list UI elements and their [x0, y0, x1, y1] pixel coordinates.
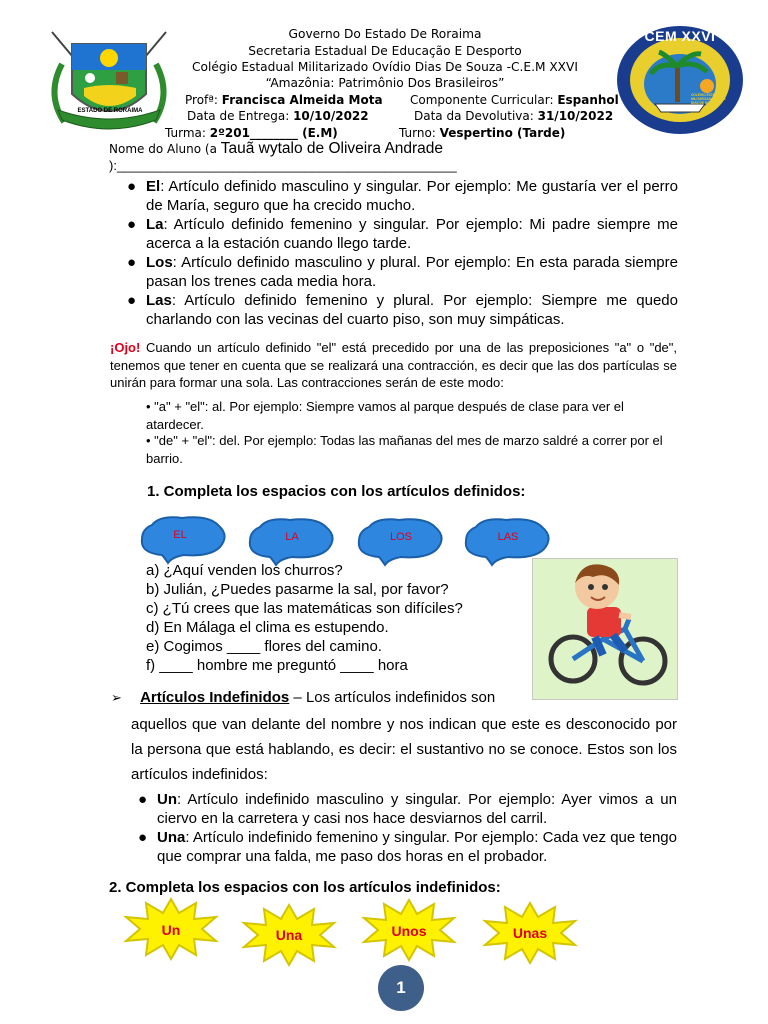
list-item: ● Los: Artículo definido masculino y plural. Por ejemplo: En esta parada siempre pasan los trenes cada media hora.: [127, 254, 678, 290]
class-value: 2º201________ (E.M): [209, 126, 338, 140]
star-una: [240, 903, 338, 967]
shift-value: Vespertino (Tarde): [439, 126, 566, 140]
star-unos: [360, 898, 458, 962]
contraction-del: • "de" + "el": del. Por ejemplo: Todas las mañanas del mes de marzo saldré a correr por el barrio.: [146, 433, 663, 466]
exercise-1-items: [146, 561, 463, 675]
exercise-item: c) ¿Tú crees que las matemáticas son difíciles?: [146, 600, 463, 617]
cloud-los: [355, 517, 447, 567]
list-item: ● Las: Artículo definido femenino y plural. Por ejemplo: Siempre me quedo charlando con las vecinas del cuarto piso, son muy simpáticas.: [127, 292, 678, 328]
exercise-item: f) ____ hombre me preguntó ____ hora: [146, 657, 408, 674]
page-number: 1: [396, 978, 406, 997]
student-name-field: [109, 140, 443, 158]
state-coat-of-arms-logo: [44, 24, 174, 136]
page-number-badge: [378, 965, 424, 1011]
delivery-date-label: Data de Entrega:: [187, 109, 294, 123]
shift-label: Turno:: [399, 126, 440, 140]
return-date-field: [414, 109, 613, 123]
state-banner-text: ESTADO DE RORAIMA: [77, 108, 143, 114]
exercise-2-title: 2. Completa los espacios con los artículos indefinidos:: [109, 879, 501, 896]
list-item: ● Un: Artículo indefinido masculino y singular. Por ejemplo: Ayer vimos a un ciervo en la carretera y casi nos hace desviarnos del carril.: [138, 791, 677, 827]
shift-field: [399, 126, 565, 140]
exercise-item: d) En Málaga el clima es estupendo.: [146, 619, 389, 636]
header-line-4: “Amazônia: Patrimônio Dos Brasileiros”: [265, 76, 505, 90]
school-emblem-ring-text: COLÉGIO ESTADUAL MILITARIZADO OVÍDIO DIAS DE SOUZA: [691, 93, 726, 105]
star-un: [122, 897, 220, 961]
star-unos-label: Unos: [391, 923, 427, 939]
star-una-label: Una: [275, 927, 303, 943]
boy-on-bicycle-illustration: [532, 558, 678, 700]
star-un-label: Un: [161, 922, 181, 938]
header-line-2: Secretaria Estadual De Educação E Desporto: [248, 44, 522, 58]
teacher-label: Profª:: [185, 93, 222, 107]
indefinite-term: Artículos Indefinidos: [140, 689, 290, 706]
star-unas-label: Unas: [512, 925, 548, 941]
student-name-line: ):_______________________________________________: [109, 158, 457, 173]
cloud-el: [138, 515, 230, 565]
delivery-date-value: 10/10/2022: [293, 109, 369, 123]
teacher-field: [185, 93, 383, 107]
list-item: ● La: Artículo definido femenino y singular. Por ejemplo: Mi padre siempre me acerca a la estación cuando llego tarde.: [127, 216, 678, 252]
header-line-1: Governo Do Estado De Roraima: [288, 27, 482, 41]
star-unas: [481, 901, 579, 965]
exercise-item: b) Julián, ¿Puedes pasarme la sal, por favor?: [146, 581, 449, 598]
school-emblem-logo: [615, 24, 745, 136]
cloud-el-label: EL: [173, 529, 187, 541]
definite-articles-list: [127, 177, 678, 329]
student-name-label: Nome do Aluno (a: [109, 142, 221, 156]
list-item: ● Una: Artículo indefinido femenino y singular. Por ejemplo: Cada vez que tengo que comprar una falda, me paso dos horas en el probador.: [138, 829, 677, 865]
indefinite-intro-first: – Los artículos indefinidos son: [289, 689, 496, 706]
cloud-los-label: LOS: [389, 531, 412, 543]
student-name-value: Tauã wytalo de Oliveira Andrade: [220, 140, 444, 157]
warning-label: ¡Ojo!: [110, 340, 141, 355]
exercise-item: e) Cogimos ____ flores del camino.: [146, 638, 382, 655]
indefinite-articles-list: [138, 790, 677, 866]
class-label: Turma:: [165, 126, 210, 140]
contraction-al: • "a" + "el": al. Por ejemplo: Siempre vamos al parque después de clase para ver el atardecer.: [146, 399, 624, 432]
contraction-note: [110, 339, 677, 392]
subject-label: Componente Curricular:: [410, 93, 558, 107]
cloud-la-label: LA: [285, 531, 299, 543]
indefinite-intro-rest: aquellos que van delante del nombre y nos indican que este es desconocido por la persona que está hablando, es decir: el sustantivo no se conoce. Estos son los artículos indefinidos:: [131, 716, 677, 783]
exercise-item: a) ¿Aquí venden los churros?: [146, 562, 343, 579]
subject-value: Espanhol: [557, 93, 619, 107]
indefinite-intro-first-line: [111, 688, 495, 708]
cloud-la: [246, 517, 338, 567]
exercise-1-title: 1. Completa los espacios con los artículos definidos:: [147, 483, 526, 500]
subject-field: [410, 93, 619, 107]
teacher-value: Francisca Almeida Mota: [221, 93, 383, 107]
header-line-3: Colégio Estadual Militarizado Ovídio Dias De Souza -C.E.M XXVI: [192, 60, 578, 74]
arrow-bullet-icon: ➢: [111, 691, 122, 706]
class-field: [165, 126, 338, 140]
delivery-date-field: [187, 109, 369, 123]
list-item: ● El: Artículo definido masculino y singular. Por ejemplo: Me gustaría ver el perro de María, seguro que ha crecido mucho.: [127, 178, 678, 214]
return-date-value: 31/10/2022: [537, 109, 614, 123]
school-emblem-title: CEM XXVI: [644, 28, 716, 44]
contraction-note-text: Cuando un artículo definido "el" está precedido por una de las preposiciones "a" o "de", tenemos que tener en cuenta que se realizará una contracción, es decir que las dos partículas se unirán para formar una sola. Las contracciones serán de este modo:: [110, 340, 677, 390]
return-date-label: Data da Devolutiva:: [414, 109, 538, 123]
cloud-las-label: LAS: [497, 531, 519, 543]
